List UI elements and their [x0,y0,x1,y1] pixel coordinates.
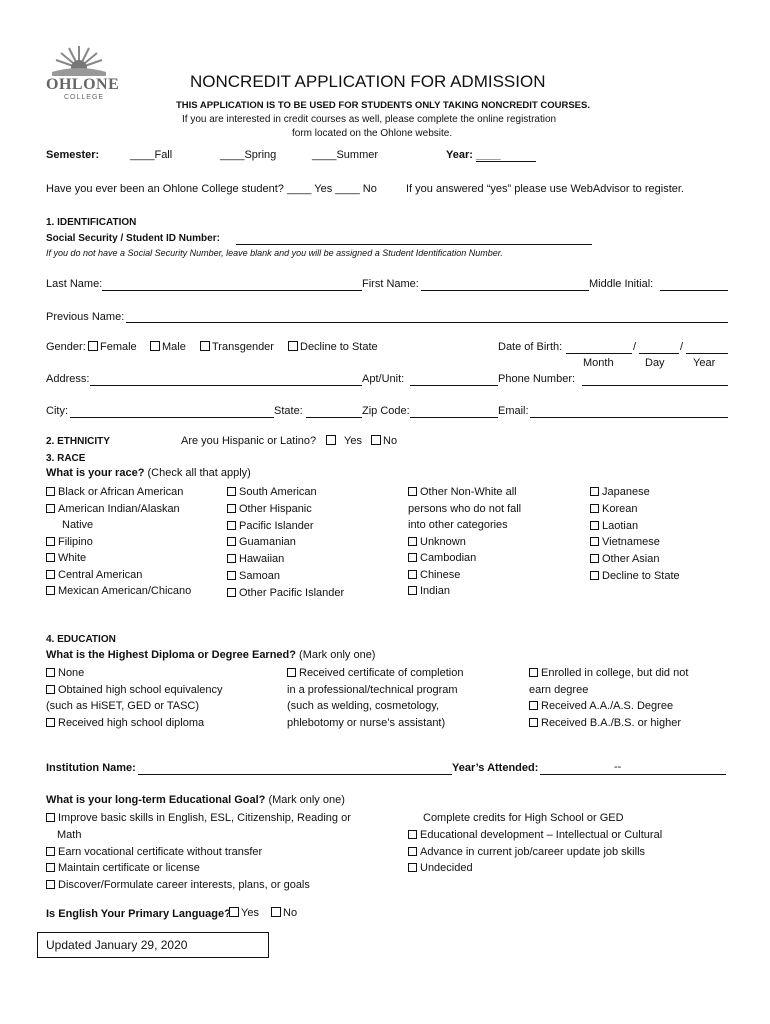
intro-line-2: form located on the Ohlone website. [292,128,453,139]
race-chinese[interactable] [408,567,521,584]
race-other-non-white-cont-1: persons who do not fall [408,502,522,515]
zip-label: Zip Code: [362,405,410,417]
year-label-text: Year: [446,149,473,161]
race-heading: 3. RACE [46,453,86,464]
checkbox-icon[interactable] [529,718,538,727]
race-american-indian-label: American Indian/Alaskan [58,502,180,515]
phone-label: Phone Number: [498,373,576,385]
semester-summer[interactable]: ____Summer [312,149,379,161]
race-col-4 [590,484,680,585]
year-underline [476,161,536,162]
gender-transgender[interactable] [200,341,274,353]
ssn-field[interactable] [236,244,592,245]
institution-field[interactable] [138,774,452,775]
race-decline[interactable] [590,568,680,585]
checkbox-icon[interactable] [200,341,210,351]
gender-female[interactable] [88,341,137,353]
checkbox-icon[interactable] [590,554,599,563]
goal-high-school[interactable]: Complete credits for High School or GED [423,812,624,824]
goal-career-interests[interactable] [46,877,351,894]
hispanic-yes-label: Yes [344,435,362,447]
email-label: Email: [498,405,529,417]
zip-field[interactable] [410,417,498,418]
race-american-indian[interactable] [46,501,191,518]
goal-undecided[interactable] [408,860,662,877]
ssn-note: If you do not have a Social Security Number, leave blank and you will be assigned a Student Identification Number. [46,248,503,258]
institution-label: Institution Name: [46,762,136,774]
race-white[interactable] [46,550,191,567]
middle-initial-label: Middle Initial: [589,278,654,290]
race-filipino[interactable] [46,534,191,551]
goal-basic-skills-label: Improve basic skills in English, ESL, Citizenship, Reading or [58,812,351,824]
checkbox-icon[interactable] [590,571,599,580]
edu-certificate-label: Received certificate of completion [299,667,464,679]
checkbox-icon[interactable] [46,668,55,677]
checkbox-icon[interactable] [46,880,55,889]
dob-day-caption: Day [645,357,665,369]
checkbox-icon[interactable] [529,668,538,677]
checkbox-icon[interactable] [408,553,417,562]
checkbox-icon[interactable] [46,685,55,694]
dob-month-caption: Month [583,357,614,369]
apt-label: Apt/Unit: [362,373,405,385]
edu-certificate-cont-2: (such as welding, cosmetology, [287,700,440,712]
first-name-label: First Name: [362,278,419,290]
edu-enrolled[interactable] [529,665,688,682]
previous-name-field[interactable] [126,322,728,323]
race-question [46,467,251,479]
semester-fall[interactable]: ____Fall [130,149,173,161]
edu-ba[interactable] [529,715,688,732]
goal-career-interests-label: Discover/Formulate career interests, plans, or goals [58,879,310,892]
checkbox-icon[interactable] [408,537,417,546]
goal-advance-job[interactable] [408,844,662,861]
education-question-note: (Mark only one) [296,649,376,661]
race-laotian[interactable] [590,518,680,535]
race-japanese-label: Japanese [602,486,650,498]
edu-aa[interactable] [529,698,688,715]
race-korean-label: Korean [602,502,638,515]
logo-subtext: COLLEGE [64,94,105,101]
edu-aa-label: Received A.A./A.S. Degree [541,700,674,712]
race-other-non-white-label: Other Non-White all [420,486,517,498]
last-name-field[interactable] [102,290,362,291]
language-yes[interactable] [229,907,259,919]
state-label: State: [274,405,303,417]
sunburst-icon [44,42,114,76]
race-mexican-american-label: Mexican American/Chicano [58,585,192,597]
state-field[interactable] [306,417,362,418]
edu-col-2 [287,665,463,731]
checkbox-icon[interactable] [227,588,236,597]
gender-transgender-label: Transgender [212,341,274,353]
checkbox-icon[interactable] [227,487,236,496]
race-hawaiian[interactable] [227,551,344,568]
gender-male-label: Male [162,341,186,353]
years-attended-dash: -- [614,761,622,773]
last-name-label: Last Name: [46,278,103,290]
updated-box [37,932,269,958]
checkbox-icon[interactable] [150,341,160,351]
edu-equivalency-cont: (such as HiSET, GED or TASC) [46,700,200,712]
race-laotian-label: Laotian [602,519,639,532]
race-unknown-label: Unknown [420,535,466,548]
goal-col-right [408,810,662,877]
checkbox-icon[interactable] [371,435,381,445]
race-vietnamese-label: Vietnamese [602,536,660,549]
city-label: City: [46,405,68,417]
race-cambodian[interactable] [408,550,521,567]
checkbox-icon[interactable] [88,341,98,351]
hispanic-no-label: No [383,435,398,447]
checkbox-icon[interactable] [590,521,599,530]
race-indian-label: Indian [420,585,450,597]
edu-ba-label: Received B.A./B.S. or higher [541,716,682,729]
edu-certificate[interactable] [287,665,463,682]
goal-educational-development[interactable] [408,827,662,844]
edu-enrolled-label: Enrolled in college, but did not [541,667,689,679]
goal-vocational-label: Earn vocational certificate without transfer [58,845,263,858]
hispanic-yes[interactable] [326,435,362,447]
phone-field[interactable] [582,385,728,386]
race-other-hispanic[interactable] [227,501,344,518]
race-question-note: (Check all that apply) [144,467,251,479]
checkbox-icon[interactable] [46,847,55,856]
checkbox-icon[interactable] [408,863,417,872]
race-guamanian-label: Guamanian [239,536,296,549]
checkbox-icon[interactable] [529,701,538,710]
checkbox-icon[interactable] [46,537,55,546]
race-unknown[interactable] [408,534,521,551]
checkbox-icon[interactable] [46,813,55,822]
dob-slash-2: / [680,341,684,353]
goal-educational-development-label: Educational development – Intellectual or Cultural [420,828,663,841]
race-other-pacific[interactable] [227,585,344,602]
goal-basic-skills-cont: Math [57,828,82,841]
checkbox-icon[interactable] [408,847,417,856]
ssn-label: Social Security / Student ID Number: [46,233,220,244]
edu-col-1 [46,665,223,731]
hispanic-question: Are you Hispanic or Latino? [181,435,317,447]
dob-slash-1: / [633,341,637,353]
goal-question-note: (Mark only one) [265,794,345,806]
year-field[interactable]: ____ [472,149,501,161]
dob-year-field[interactable] [686,353,728,354]
checkbox-icon[interactable] [326,435,336,445]
intro-line-1: If you are interested in credit courses as well, please complete the online registration [182,114,557,125]
checkbox-icon[interactable] [408,586,417,595]
checkbox-icon[interactable] [288,341,298,351]
race-central-american-label: Central American [58,568,143,581]
year-label [446,149,500,161]
city-field[interactable] [70,417,274,418]
language-no-label: No [283,907,298,919]
race-guamanian[interactable] [227,534,344,551]
race-other-hispanic-label: Other Hispanic [239,502,312,515]
checkbox-icon[interactable] [227,554,236,563]
checkbox-icon[interactable] [227,504,236,513]
race-pacific-islander[interactable] [227,518,344,535]
race-decline-label: Decline to State [602,569,680,582]
edu-hs-diploma-label: Received high school diploma [58,716,205,729]
race-black-label: Black or African American [58,486,184,498]
language-yes-label: Yes [241,907,259,919]
race-white-label: White [58,552,87,564]
checkbox-icon[interactable] [590,504,599,513]
gender-decline-label: Decline to State [300,341,378,353]
edu-enrolled-cont: earn degree [529,683,589,696]
checkbox-icon[interactable] [590,487,599,496]
goal-col-left [46,810,351,894]
race-cambodian-label: Cambodian [420,552,477,564]
checkbox-icon[interactable] [408,570,417,579]
checkbox-icon[interactable] [46,487,55,496]
goal-undecided-label: Undecided [420,862,473,875]
edu-none-label: None [58,667,85,679]
race-american-indian-cont: Native [62,519,94,531]
goal-maintain-certificate[interactable] [46,860,351,877]
email-field[interactable] [530,417,728,418]
goal-basic-skills[interactable] [46,810,351,827]
identification-heading: 1. IDENTIFICATION [46,217,137,228]
race-other-non-white-cont-2: into other categories [408,519,508,531]
race-central-american[interactable] [46,567,191,584]
checkbox-icon[interactable] [46,570,55,579]
address-label: Address: [46,373,90,385]
race-vietnamese[interactable] [590,534,680,551]
goal-maintain-certificate-label: Maintain certificate or license [58,862,200,875]
race-south-american[interactable] [227,484,344,501]
checkbox-icon[interactable] [229,907,239,917]
edu-equivalency-label: Obtained high school equivalency [58,683,223,696]
edu-certificate-cont-3: phlebotomy or nurse’s assistant) [287,716,446,729]
checkbox-icon[interactable] [590,537,599,546]
dob-label: Date of Birth: [498,341,563,353]
race-other-asian-label: Other Asian [602,553,660,566]
ethnicity-heading: 2. ETHNICITY [46,436,110,447]
checkbox-icon[interactable] [408,487,417,496]
updated-text: Updated January 29, 2020 [46,938,188,952]
race-black[interactable] [46,484,191,501]
race-south-american-label: South American [239,486,317,498]
checkbox-icon[interactable] [46,718,55,727]
edu-equivalency[interactable] [46,682,223,699]
previous-name-label: Previous Name: [46,311,125,323]
apt-field[interactable] [410,385,498,386]
checkbox-icon[interactable] [227,521,236,530]
edu-col-3 [529,665,688,731]
edu-none[interactable] [46,665,223,682]
race-japanese[interactable] [590,484,680,501]
previous-student-note: If you answered “yes” please use WebAdvisor to register. [406,183,684,195]
language-question: Is English Your Primary Language? [46,908,231,920]
race-filipino-label: Filipino [58,535,93,548]
checkbox-icon[interactable] [227,571,236,580]
edu-certificate-cont-1: in a professional/technical program [287,683,458,696]
race-col-2 [227,484,344,602]
race-korean[interactable] [590,501,680,518]
logo-wordmark: OHLONE [46,76,120,93]
education-question [46,649,375,661]
race-col-3 [408,484,521,600]
goal-question [46,794,345,806]
gender-decline[interactable] [288,341,378,353]
dob-month-field[interactable] [566,353,632,354]
checkbox-icon[interactable] [287,668,296,677]
education-question-text: What is the Highest Diploma or Degree Earned? [46,649,296,661]
goal-question-text: What is your long-term Educational Goal? [46,794,266,806]
race-mexican-american[interactable] [46,583,191,600]
race-chinese-label: Chinese [420,568,461,581]
college-logo [44,42,120,104]
years-attended-label: Year’s Attended: [452,762,539,774]
gender-female-label: Female [100,341,137,353]
race-pacific-islander-label: Pacific Islander [239,519,314,532]
middle-initial-field[interactable] [660,290,728,291]
checkbox-icon[interactable] [46,504,55,513]
education-heading: 4. EDUCATION [46,634,116,645]
race-col-1 [46,484,191,600]
race-other-non-white[interactable] [408,484,521,501]
checkbox-icon[interactable] [408,830,417,839]
semester-label: Semester: [46,149,100,161]
goal-vocational[interactable] [46,844,351,861]
race-other-asian[interactable] [590,551,680,568]
race-samoan-label: Samoan [239,569,280,582]
previous-student-question[interactable]: Have you ever been an Ohlone College student? ____ Yes ____ No [46,183,377,195]
checkbox-icon[interactable] [46,553,55,562]
semester-spring[interactable]: ____Spring [220,149,277,161]
race-other-pacific-label: Other Pacific Islander [239,586,345,599]
checkbox-icon[interactable] [46,863,55,872]
checkbox-icon[interactable] [271,907,281,917]
first-name-field[interactable] [421,290,589,291]
gender-label: Gender: [46,341,86,353]
years-attended-field[interactable] [540,774,726,775]
edu-hs-diploma[interactable] [46,715,223,732]
goal-advance-job-label: Advance in current job/career update job skills [420,845,646,858]
hispanic-no[interactable] [371,435,397,447]
form-title: NONCREDIT APPLICATION FOR ADMISSION [190,72,546,91]
race-question-text: What is your race? [46,467,145,479]
checkbox-icon[interactable] [46,586,55,595]
gender-male[interactable] [150,341,186,353]
checkbox-icon[interactable] [227,537,236,546]
race-hawaiian-label: Hawaiian [239,553,285,566]
form-subtitle: THIS APPLICATION IS TO BE USED FOR STUDENTS ONLY TAKING NONCREDIT COURSES. [176,100,590,111]
race-samoan[interactable] [227,568,344,585]
race-indian[interactable] [408,583,521,600]
dob-day-field[interactable] [639,353,679,354]
address-field[interactable] [90,385,362,386]
dob-year-caption: Year [693,357,716,369]
language-no[interactable] [271,907,297,919]
